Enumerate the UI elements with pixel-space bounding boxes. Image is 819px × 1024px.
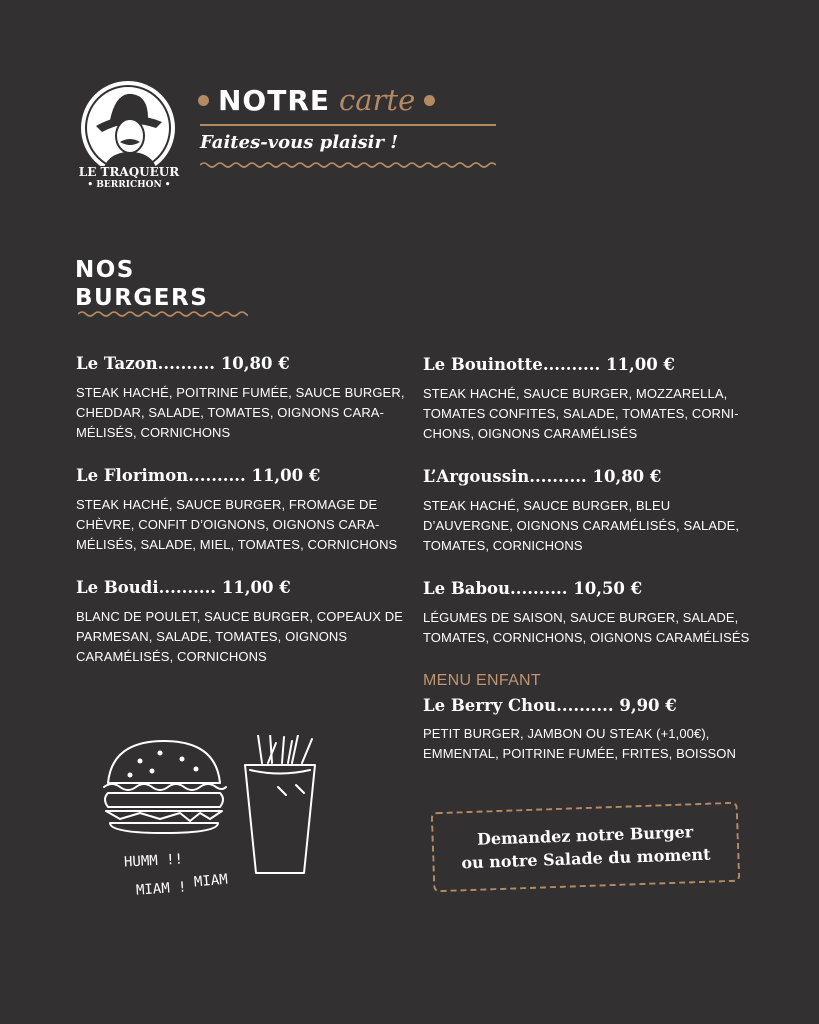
section-heading [75,256,208,312]
menu-item-berry-chou [423,696,753,764]
menu-item-description: STEAK HACHÉ, POITRINE FUMÉE, SAUCE BURGER, CHEDDAR, SALADE, TOMATES, OIGNONS CARA-MÉLISÉS, CORNICHONS [76,385,405,440]
title-word-carte: carte [339,83,416,117]
menu-item-title: Le Boudi.......... 11,00 € [76,578,291,597]
menu-item-description: STEAK HACHÉ, SAUCE BURGER, MOZZARELLA, TOMATES CONFITES, SALADE, TOMATES, CORNI-CHONS, OIGNONS CARAMÉLISÉS [423,386,739,441]
doodle-text-humm: HUMM !! [123,851,184,871]
menu-item-florimon [76,466,406,555]
callout-line-2: ou notre Salade du moment [461,844,711,873]
menu-item-title: Le Berry Chou.......... 9,90 € [423,696,677,715]
subtitle-wave-divider [200,160,496,170]
title-dot-right [424,95,435,106]
restaurant-logo [76,78,182,202]
menu-item-title: Le Babou.......... 10,50 € [423,579,643,598]
menu-item-title: Le Tazon.......... 10,80 € [76,354,290,373]
title-divider [200,124,496,126]
kids-menu-label: MENU ENFANT [423,672,541,689]
burger-fries-illustration [100,735,340,910]
menu-item-title: L’Argoussin.......... 10,80 € [423,467,662,486]
menu-item-description: STEAK HACHÉ, SAUCE BURGER, BLEU D’AUVERGNE, OIGNONS CARAMÉLISÉS, SALADE, TOMATES, CORNICHONS [423,498,740,553]
menu-item-description: STEAK HACHÉ, SAUCE BURGER, FROMAGE DE CHÈVRE, CONFIT D’OIGNONS, OIGNONS CARA-MÉLISÉS, SALADE, MIEL, TOMATES, CORNICHONS [76,497,398,552]
menu-item-description: BLANC DE POULET, SAUCE BURGER, COPEAUX DE PARMESAN, SALADE, TOMATES, OIGNONS CARAMÉLISÉS, CORNICHONS [76,609,404,664]
page-subtitle: Faites-vous plaisir ! [200,132,399,153]
menu-item-tazon [76,354,406,443]
section-heading-line2: BURGERS [75,285,209,311]
menu-item-title: Le Bouinotte.......... 11,00 € [423,355,675,374]
title-word-notre: NOTRE [218,83,331,117]
menu-item-argoussin [423,467,753,556]
menu-item-babou [423,579,753,648]
title-dot-left [198,95,209,106]
page-title [198,80,435,120]
menu-item-description: LÉGUMES DE SAISON, SAUCE BURGER, SALADE, TOMATES, CORNICHONS, OIGNONS CARAMÉLISÉS [423,610,750,645]
daily-special-callout [431,802,741,893]
menu-item-bouinotte [423,355,753,444]
section-heading-line1: NOS [75,257,135,283]
section-wave-divider [78,309,248,319]
logo-text-main: LE TRAQUEUR [78,165,180,179]
doodle-text-miam-2: MIAM [193,871,229,891]
menu-item-title: Le Florimon.......... 11,00 € [76,466,321,485]
callout-line-1: Demandez notre Burger [476,822,694,849]
menu-item-boudi [76,578,406,667]
menu-item-description: PETIT BURGER, JAMBON OU STEAK (+1,00€), EMMENTAL, POITRINE FUMÉE, FRITES, BOISSON [423,726,737,761]
logo-text-sub: • BERRICHON • [87,180,171,190]
doodle-text-miam-1: MIAM ! [135,879,188,899]
